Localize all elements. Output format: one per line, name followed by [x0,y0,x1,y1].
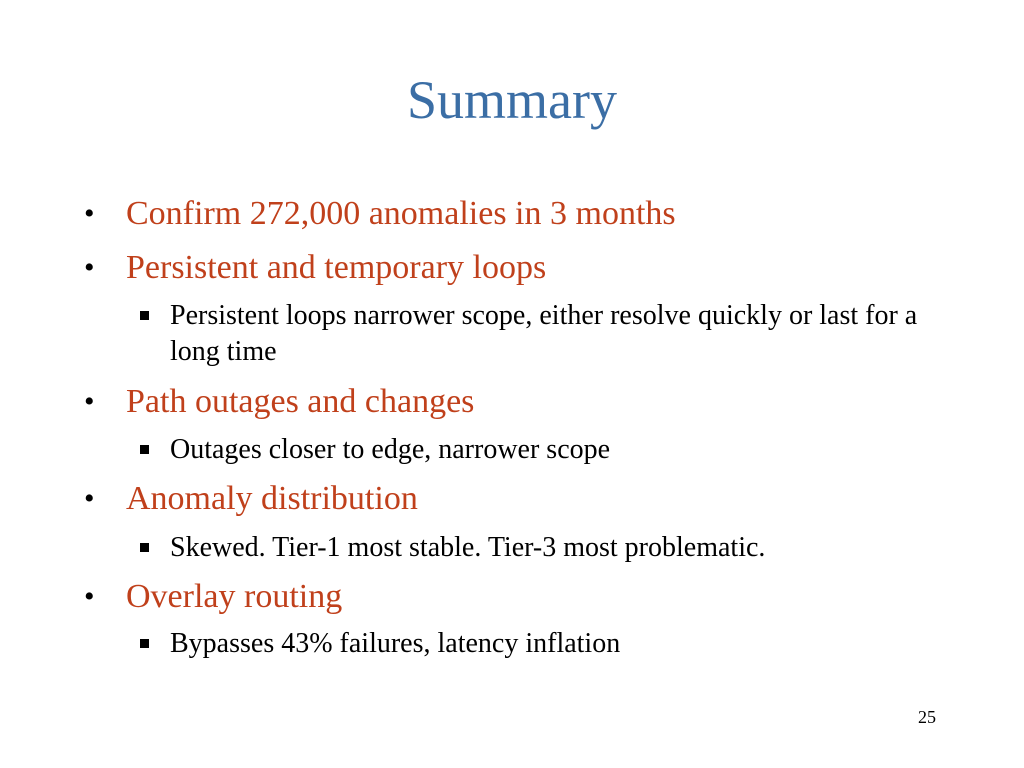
bullet-dot-icon: • [84,385,95,418]
bullet-text: Overlay routing [126,578,343,615]
square-bullet-icon [140,543,149,552]
square-bullet-icon [140,311,149,320]
sub-bullet-text: Skewed. Tier-1 most stable. Tier-3 most problematic. [170,532,766,563]
bullet-text: Confirm 272,000 anomalies in 3 months [126,195,676,232]
sub-bullet-text: Persistent loops narrower scope, either resolve quickly or last for a long time [170,300,918,367]
sub-bullet-text: Bypasses 43% failures, latency inflation [170,628,621,659]
bullet-dot-icon: • [84,251,95,284]
square-bullet-icon [140,445,149,454]
bullet-text: Persistent and temporary loops [126,249,547,286]
page-number: 25 [918,707,936,727]
bullet-dot-icon: • [84,482,95,515]
bullet-dot-icon: • [84,197,95,230]
bullet-text: Anomaly distribution [126,480,418,517]
sub-bullet-text: Outages closer to edge, narrower scope [170,434,611,465]
bullet-list [84,0,944,768]
slide-title: Summary [407,70,617,130]
square-bullet-icon [140,639,149,648]
bullet-dot-icon: • [84,580,95,613]
bullet-text: Path outages and changes [126,383,475,420]
